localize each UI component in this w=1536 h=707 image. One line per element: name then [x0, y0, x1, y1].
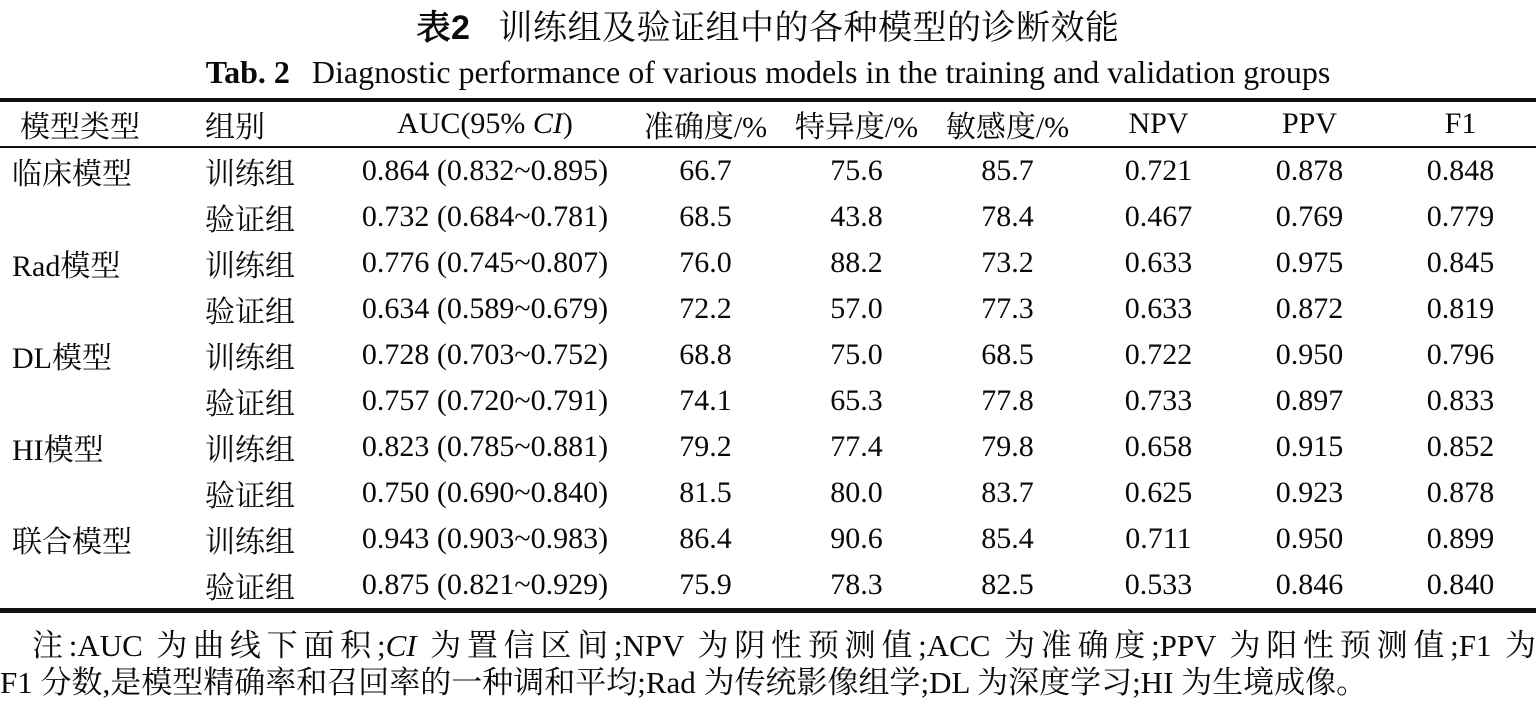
cell-sensitivity: 85.7	[981, 154, 1034, 187]
cell-group: 验证组	[205, 204, 295, 237]
cell-npv: 0.467	[1124, 200, 1193, 233]
cell-npv: 0.733	[1124, 384, 1193, 417]
caption-en	[0, 51, 1536, 93]
cell-f1: 0.852	[1426, 430, 1495, 463]
cell-auc: 0.634 (0.589~0.679)	[361, 292, 609, 325]
cell-group: 验证组	[205, 480, 295, 513]
cell-f1: 0.833	[1426, 384, 1495, 417]
cell-ppv: 0.950	[1275, 338, 1344, 371]
cell-model	[0, 194, 205, 240]
footnote-ci-italic: CI	[385, 628, 417, 663]
cell-specificity: 88.2	[830, 246, 883, 279]
cell-ppv: 0.769	[1275, 200, 1344, 233]
table-row	[0, 194, 1536, 240]
cell-ppv: 0.923	[1275, 476, 1344, 509]
cell-model: Rad模型	[12, 250, 121, 283]
cell-accuracy: 74.1	[679, 384, 732, 417]
cell-specificity: 90.6	[830, 522, 883, 555]
cell-group: 训练组	[205, 526, 295, 559]
cell-ppv: 0.915	[1275, 430, 1344, 463]
cell-f1: 0.840	[1426, 568, 1495, 601]
table-row	[0, 147, 1536, 194]
cell-f1: 0.819	[1426, 292, 1495, 325]
cell-f1: 0.779	[1426, 200, 1495, 233]
cell-auc: 0.757 (0.720~0.791)	[361, 384, 609, 417]
cell-sensitivity: 77.3	[981, 292, 1034, 325]
caption-en-title: Diagnostic performance of various models in the training and validation groups	[311, 54, 1331, 90]
cell-accuracy: 75.9	[679, 568, 732, 601]
cell-npv: 0.721	[1124, 154, 1193, 187]
cell-specificity: 77.4	[830, 430, 883, 463]
table-row	[0, 378, 1536, 424]
caption-zh-title: 训练组及验证组中的各种模型的诊断效能	[498, 10, 1120, 47]
cell-model: DL模型	[12, 342, 112, 375]
table-row	[0, 516, 1536, 562]
header-model-type: 模型类型	[0, 100, 205, 147]
cell-model	[0, 286, 205, 332]
cell-sensitivity: 79.8	[981, 430, 1034, 463]
table-row	[0, 332, 1536, 378]
cell-sensitivity: 78.4	[981, 200, 1034, 233]
cell-auc: 0.875 (0.821~0.929)	[361, 568, 609, 601]
cell-group: 训练组	[205, 250, 295, 283]
cell-sensitivity: 73.2	[981, 246, 1034, 279]
cell-ppv: 0.950	[1275, 522, 1344, 555]
cell-model: 临床模型	[12, 158, 132, 191]
cell-npv: 0.533	[1124, 568, 1193, 601]
cell-group: 训练组	[205, 342, 295, 375]
cell-auc: 0.864 (0.832~0.895)	[361, 154, 609, 187]
cell-sensitivity: 83.7	[981, 476, 1034, 509]
header-f1: F1	[1385, 100, 1536, 147]
header-auc-post: )	[562, 107, 573, 140]
cell-npv: 0.711	[1125, 522, 1192, 555]
header-ppv: PPV	[1234, 100, 1385, 147]
table-caption	[0, 0, 1536, 93]
cell-auc: 0.943 (0.903~0.983)	[361, 522, 609, 555]
header-accuracy: 准确度/%	[630, 100, 781, 147]
table-row	[0, 470, 1536, 516]
cell-group: 训练组	[205, 158, 295, 191]
header-row	[0, 100, 1536, 147]
table-row	[0, 240, 1536, 286]
cell-accuracy: 72.2	[679, 292, 732, 325]
cell-ppv: 0.846	[1275, 568, 1344, 601]
cell-auc: 0.776 (0.745~0.807)	[361, 246, 609, 279]
header-sensitivity: 敏感度/%	[932, 100, 1083, 147]
header-specificity: 特异度/%	[781, 100, 932, 147]
header-npv: NPV	[1083, 100, 1234, 147]
cell-ppv: 0.872	[1275, 292, 1344, 325]
cell-specificity: 43.8	[830, 200, 883, 233]
cell-auc: 0.823 (0.785~0.881)	[361, 430, 609, 463]
cell-auc: 0.728 (0.703~0.752)	[361, 338, 609, 371]
cell-specificity: 75.0	[830, 338, 883, 371]
cell-f1: 0.796	[1426, 338, 1495, 371]
cell-f1: 0.845	[1426, 246, 1495, 279]
cell-auc: 0.732 (0.684~0.781)	[361, 200, 609, 233]
table-row	[0, 424, 1536, 470]
table-row	[0, 562, 1536, 611]
cell-accuracy: 81.5	[679, 476, 732, 509]
table-footnote	[0, 627, 1536, 701]
cell-model	[0, 562, 205, 611]
cell-model: 联合模型	[12, 526, 132, 559]
cell-ppv: 0.878	[1275, 154, 1344, 187]
footnote-text: 为置信区间;NPV 为阴性预测值;ACC 为准确度;PPV 为阳性预测值;F1 为	[416, 628, 1536, 663]
cell-npv: 0.625	[1124, 476, 1193, 509]
cell-npv: 0.633	[1124, 246, 1193, 279]
cell-specificity: 78.3	[830, 568, 883, 601]
cell-sensitivity: 82.5	[981, 568, 1034, 601]
cell-accuracy: 66.7	[679, 154, 732, 187]
table-row	[0, 286, 1536, 332]
header-auc-pre: AUC(95%	[397, 107, 533, 140]
cell-accuracy: 68.5	[679, 200, 732, 233]
cell-accuracy: 79.2	[679, 430, 732, 463]
cell-specificity: 65.3	[830, 384, 883, 417]
cell-f1: 0.899	[1426, 522, 1495, 555]
cell-sensitivity: 85.4	[981, 522, 1034, 555]
cell-npv: 0.722	[1124, 338, 1193, 371]
cell-group: 训练组	[205, 434, 295, 467]
cell-specificity: 75.6	[830, 154, 883, 187]
cell-group: 验证组	[205, 296, 295, 329]
cell-group: 验证组	[205, 388, 295, 421]
cell-npv: 0.658	[1124, 430, 1193, 463]
cell-auc: 0.750 (0.690~0.840)	[361, 476, 609, 509]
header-group: 组别	[205, 100, 340, 147]
header-auc	[340, 100, 630, 147]
diagnostic-performance-table	[0, 98, 1536, 613]
footnote-line-2: F1 分数,是模型精确率和召回率的一种调和平均;Rad 为传统影像组学;DL 为深度学习;HI 为生境成像。	[0, 665, 1368, 700]
caption-en-label: Tab. 2	[205, 54, 290, 90]
cell-f1: 0.878	[1426, 476, 1495, 509]
header-auc-ci: CI	[532, 107, 563, 140]
cell-accuracy: 86.4	[679, 522, 732, 555]
caption-zh-label: 表2	[416, 9, 471, 47]
cell-group: 验证组	[205, 572, 295, 605]
cell-specificity: 80.0	[830, 476, 883, 509]
cell-accuracy: 68.8	[679, 338, 732, 371]
cell-model: HI模型	[12, 434, 104, 467]
cell-f1: 0.848	[1426, 154, 1495, 187]
cell-npv: 0.633	[1124, 292, 1193, 325]
cell-accuracy: 76.0	[679, 246, 732, 279]
cell-model	[0, 378, 205, 424]
caption-zh	[0, 0, 1536, 51]
cell-ppv: 0.897	[1275, 384, 1344, 417]
footnote-line-1	[0, 627, 1536, 664]
cell-ppv: 0.975	[1275, 246, 1344, 279]
cell-sensitivity: 77.8	[981, 384, 1034, 417]
cell-sensitivity: 68.5	[981, 338, 1034, 371]
footnote-text: 注:AUC 为曲线下面积;	[32, 628, 386, 663]
cell-specificity: 57.0	[830, 292, 883, 325]
cell-model	[0, 470, 205, 516]
